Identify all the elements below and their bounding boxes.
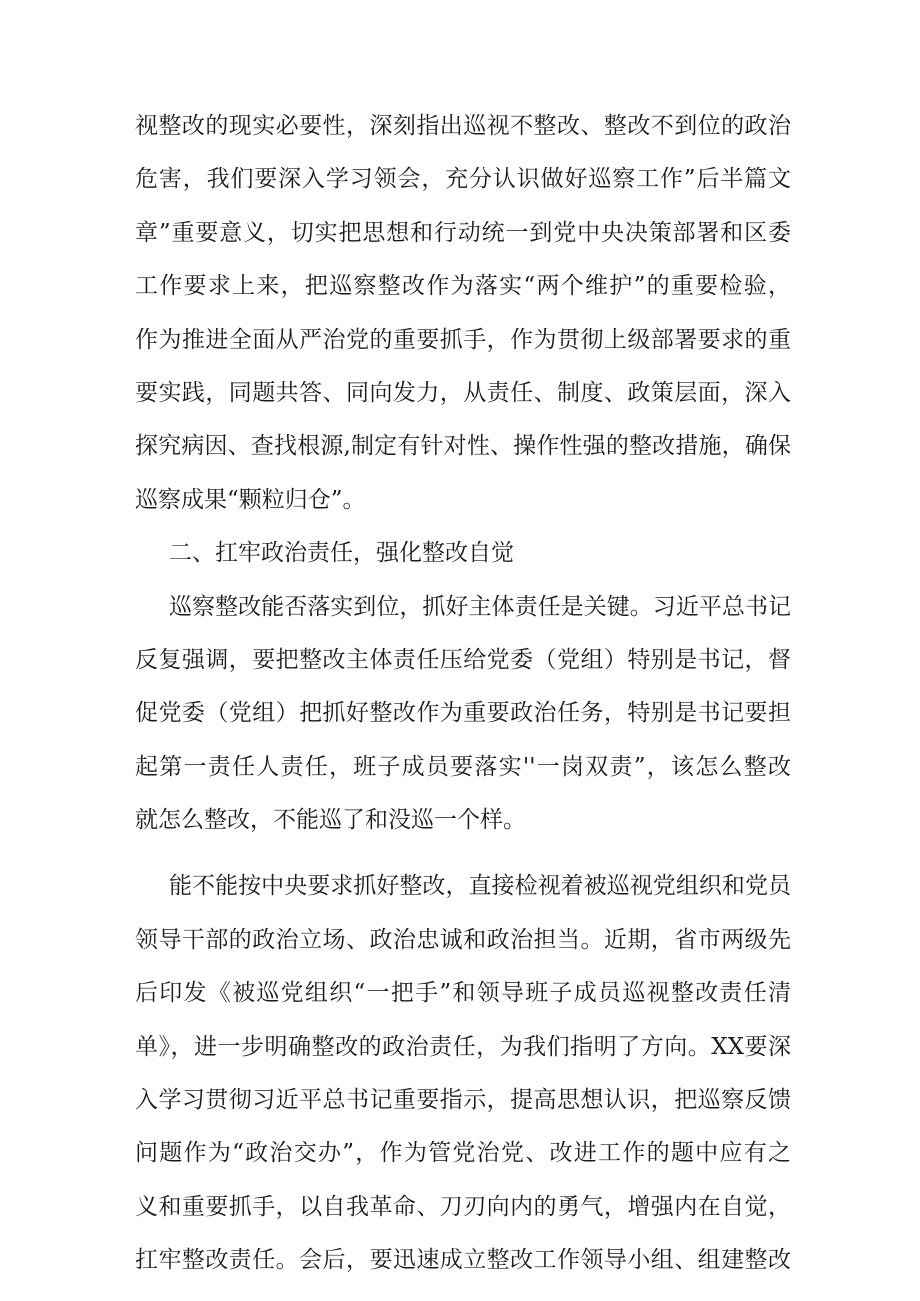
paragraph-line: 扛牢整改责任。会后，要迅速成立整改工作领导小组、组建整改 xyxy=(135,1247,791,1274)
paragraph-line: 入学习贯彻习近平总书记重要指示，提高思想认识，把巡察反馈 xyxy=(135,1087,791,1114)
document-body xyxy=(135,100,791,1288)
paragraph-line: 章”重要意义，切实把思想和行动统一到党中央决策部署和区委 xyxy=(135,219,791,246)
paragraph-line: 单》，进一步明确整改的政治责任，为我们指明了方向。XX要深 xyxy=(135,1033,791,1060)
paragraph-line: 作为推进全面从严治党的重要抓手，作为贯彻上级部署要求的重 xyxy=(135,326,791,353)
paragraph-line: 义和重要抓手，以自我革命、刀刃向内的勇气，增强内在自觉， xyxy=(135,1193,791,1220)
paragraph-line: 起第一责任人责任，班子成员要落实''一岗双责”，该怎么整改 xyxy=(135,753,791,780)
paragraph-line: 反复强调，要把整改主体责任压给党委（党组）特别是书记，督 xyxy=(135,646,791,673)
paragraph-line: 探究病因、查找根源,制定有针对性、操作性强的整改措施，确保 xyxy=(135,433,791,460)
paragraph-line: 后印发《被巡党组织“一把手”和领导班子成员巡视整改责任清 xyxy=(135,980,791,1007)
paragraph-line: 巡察整改能否落实到位，抓好主体责任是关键。习近平总书记 xyxy=(169,593,791,620)
paragraph-line: 促党委（党组）把抓好整改作为重要政治任务，特别是书记要担 xyxy=(135,700,791,727)
paragraph-2 xyxy=(135,581,791,848)
paragraph-line: 领导干部的政治立场、政治忠诚和政治担当。近期，省市两级先 xyxy=(135,926,791,953)
section-heading-2: 二、扛牢政治责任，强化整改自觉 xyxy=(169,540,514,567)
paragraph-line: 视整改的现实必要性，深刻指出巡视不整改、整改不到位的政治 xyxy=(135,113,791,139)
paragraph-1 xyxy=(135,100,791,527)
paragraph-line: 问题作为“政治交办”，作为管党治党、改进工作的题中应有之 xyxy=(135,1140,791,1167)
paragraph-3 xyxy=(135,860,791,1287)
paragraph-line: 就怎么整改，不能巡了和没巡一个样。 xyxy=(135,807,526,834)
paragraph-line: 能不能按中央要求抓好整改，直接检视着被巡视党组织和党员 xyxy=(169,873,791,900)
paragraph-line: 工作要求上来，把巡察整改作为落实“两个维护”的重要检验， xyxy=(135,273,791,300)
paragraph-line: 要实践，同题共答、同向发力，从责任、制度、政策层面，深入 xyxy=(135,379,791,406)
paragraph-line: 巡察成果“颗粒归仓”。 xyxy=(135,486,366,513)
paragraph-line: 危害，我们要深入学习领会，充分认识做好巡察工作”后半篇文 xyxy=(135,166,791,193)
paragraph-spacer xyxy=(135,847,791,860)
